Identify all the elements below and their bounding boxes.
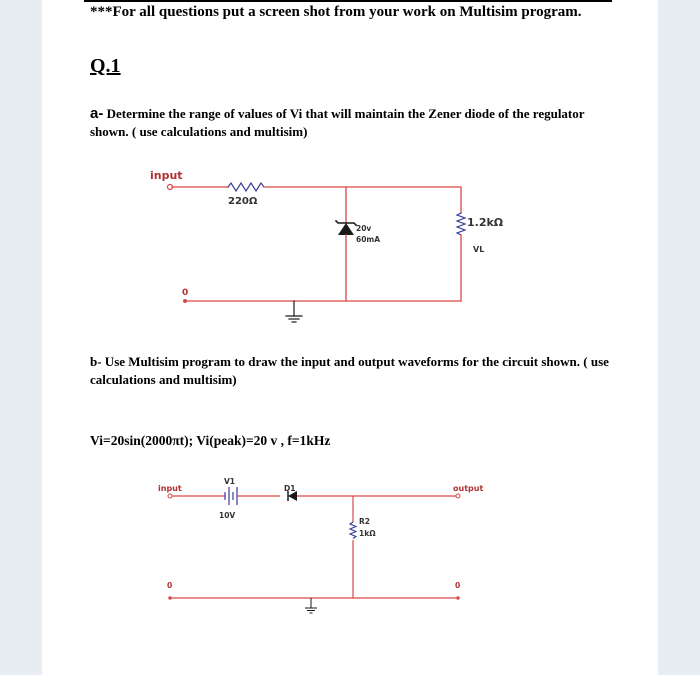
c2-diode-name: D1	[284, 484, 296, 493]
c2-resistor-icon	[350, 522, 356, 539]
c2-output-terminal	[456, 494, 460, 498]
part-a-text: Determine the range of values of Vi that will maintain the Zener diode of the regulator shown. ( use calculations and multisim)	[90, 106, 585, 139]
c1-resistor-label: 220Ω	[228, 196, 258, 207]
clipper-circuit	[158, 477, 483, 613]
c1-zener-voltage: 20v	[356, 224, 372, 233]
c2-battery-value: 10V	[219, 511, 236, 520]
c1-load-voltage-label: VL	[473, 245, 485, 254]
c1-zener-current: 60mA	[356, 235, 381, 244]
c2-resistor-name: R2	[359, 517, 370, 526]
c1-wire-top-right	[264, 187, 461, 213]
c2-node-label-left: 0	[167, 581, 173, 590]
c2-battery-icon	[225, 487, 237, 505]
c2-input-terminal	[168, 494, 172, 498]
c2-input-label: input	[158, 484, 182, 493]
c2-ground-icon	[305, 598, 317, 613]
c2-node-label-right: 0	[455, 581, 461, 590]
zener-regulator-circuit	[150, 169, 504, 322]
part-b-question: b- Use Multisim program to draw the input and output waveforms for the circuit shown. ( use calculations and multisim)	[90, 354, 609, 387]
c2-battery-name: V1	[224, 477, 236, 486]
c2-resistor-value: 1kΩ	[359, 529, 376, 538]
c1-zener-diode	[338, 223, 354, 235]
c1-input-label: input	[150, 169, 183, 182]
c1-resistor-220	[228, 183, 264, 191]
c1-load-resistor-label: 1.2kΩ	[467, 216, 504, 229]
c1-node-label: 0	[182, 288, 189, 298]
c1-ground-icon	[286, 301, 302, 322]
c2-output-label: output	[453, 484, 484, 493]
instructions-header: ***For all questions put a screen shot from your work on Multisim program.	[90, 4, 582, 20]
part-a-prefix: a-	[90, 105, 104, 122]
c1-load-resistor	[457, 213, 465, 235]
question-title: Q.1	[90, 55, 121, 77]
formula-line: Vi=20sin(2000πt); Vi(peak)=20 v , f=1kHz	[90, 433, 331, 448]
